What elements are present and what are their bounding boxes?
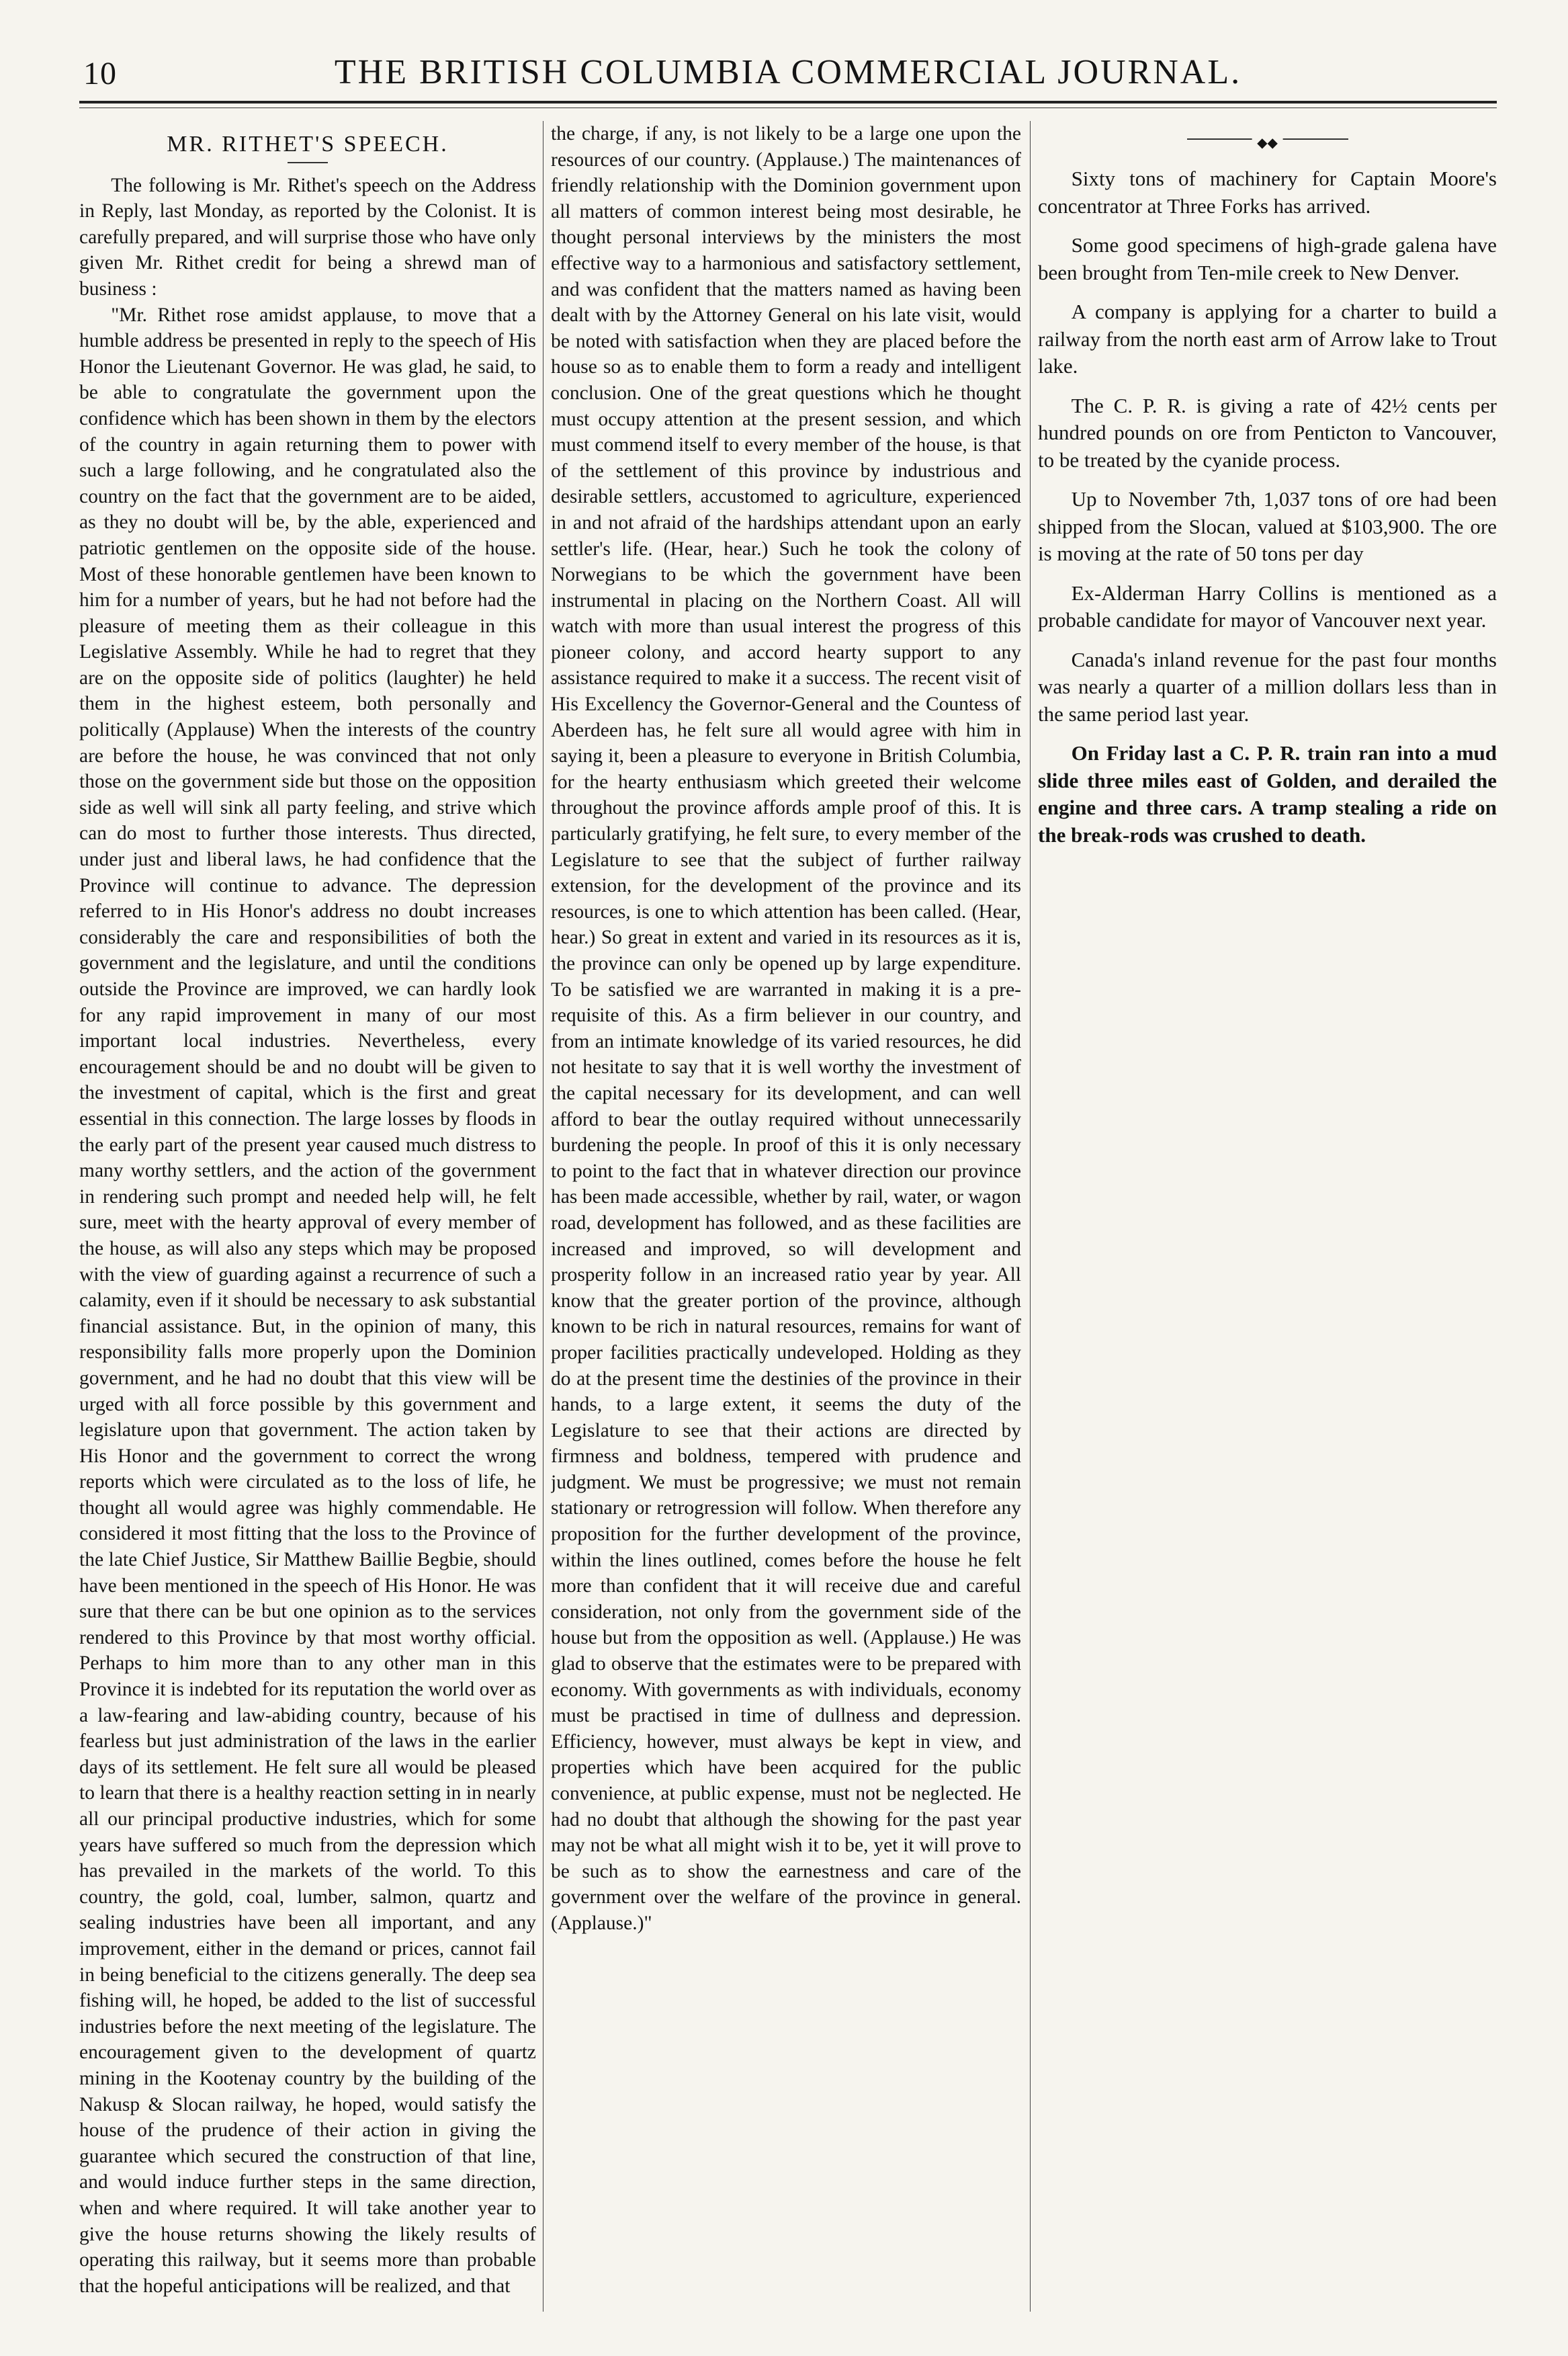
article-title: MR. RITHET'S SPEECH. [167, 132, 449, 157]
news-items [1038, 165, 1497, 849]
article-paragraph-continued: the charge, if any, is not likely to be a large one upon the resources of our country. (Applause.) The maintenances of friendly relationship with the Dominion government upon all matters of common interest being most desirable, he thought personal interviews by the ministers the most effective way to a harmonious and satisfactory settlement, and was confident that the matters named as having been dealt with by the Attorney General on his late visit, would be noted with satisfaction when they are placed before the house so as to enable them to form a ready and intelligent conclusion. One of the great questions which he thought must occupy attention at the present session, and which must commend itself to every member of the house, is that of the settlement of this province by industrious and desirable settlers, accustomed to agriculture, experienced in and not afraid of the hardships attendant upon an early settler's life. (Hear, hear.) Such he took the colony of Norwegians to be which the government have been instrumental in placing on the Northern Coast. All will watch with more than usual interest the progress of this pioneer colony, and accord hearty support to any assistance required to make it a success. The recent visit of His Excellency the Governor-General and the Countess of Aberdeen has, he felt sure all would agree with him in saying it, been a pleasure to everyone in British Columbia, for the hearty enthusiasm which greeted their welcome throughout the province affords ample proof of this. It is particularly gratifying, he felt sure, to every member of the Legislature to see that the subject of further railway extension, for the development of the province and its resources, is one to which attention has been called. (Hear, hear.) So great in extent and varied in its resources as it is, the province can only be opened up by large expenditure. To be satisfied we are warranted in making it is a pre-requisite of this. As a firm believer in our country, and from an intimate knowledge of its varied resources, he did not hesitate to say that it is well worthy the investment of the capital necessary for its development, and can well afford to bear the outlay required without unnecessarily burdening the people. In proof of this it is only necessary to point to the fact that in whatever direction our province has been made accessible, whether by rail, water, or wagon road, development has followed, and as these facilities are increased and improved, so will development and prosperity follow in an increased ratio year by year. All know that the greater portion of the province, although known to be rich in natural resources, remains for want of proper facilities practically undeveloped. Holding as they do at the present time the destinies of the province in their hands, to a large extent, it seems the duty of the Legislature to see that their actions are directed by firmness and boldness, tempered with prudence and judgment. We must be progressive; we must not remain stationary or retrogression will follow. When therefore any proposition for the further development of the province, within the lines outlined, comes before the house he felt more than confident that it will receive due and careful consideration, not only from the government side of the house but from the opposition as well. (Applause.) He was glad to observe that the estimates were to be prepared with economy. With governments as with individuals, economy must be practised in time of dullness and depression. Efficiency, however, must always be kept in view, and properties which have been acquired for the public convenience, at public expense, must not be neglected. He had no doubt that although the showing for the past year may not be what all might wish it to be, yet it will prove to be such as to show the earnestness and care of the government over the welfare of the province in general. (Applause.)" [551, 123, 1021, 1934]
news-item: A company is applying for a charter to build a railway from the north east arm of Arrow lake to Trout lake. [1038, 300, 1497, 378]
column-3 [1038, 121, 1497, 2312]
masthead [79, 52, 1497, 94]
column-divider [1030, 121, 1031, 2312]
article-paragraph: "Mr. Rithet rose amidst applause, to move that a humble address be presented in reply to the speech of His Honor the Lieutenant Governor. He was glad, he said, to be able to congratulate the government upon the confidence which has been shown in them by the electors of the country in again returning them to power with such a large following, and he congratulated also the country on the fact that the government are to be aided, as they no doubt will be, by the able, experienced and patriotic gentlemen on the opposite side of the house. Most of these honorable gentlemen have been known to him for a number of years, but he had not before had the pleasure of meeting them as their colleague in this Legislative Assembly. While he had to regret that they are on the opposite side of politics (laughter) he held them in the highest esteem, both personally and politically (Applause) When the interests of the country are before the house, he was convinced that not only those on the government side but those on the opposition side as well will sink all party feeling, and strive which can do most to further those interests. Thus directed, under just and liberal laws, he had confidence that the Province will continue to advance. The depression referred to in His Honor's address no doubt increases considerably the care and responsibilities of both the government and the legislature, and until the conditions outside the Province are improved, we can hardly look for any rapid improvement in many of our most important local industries. Nevertheless, every encouragement should be and no doubt will be given to the investment of capital, which is the first and great essential in this connection. The large losses by floods in the early part of the present year caused much distress to many worthy settlers, and the action of the government in rendering such prompt and needed help will, he felt sure, meet with the hearty approval of every member of the house, as will also any steps which may be proposed with the view of guarding against a recurrence of such a calamity, even if it should be necessary to ask substantial financial assistance. But, in the opinion of many, this responsibility falls more properly upon the Dominion government, and he had no doubt that this view will be urged with all force possible by this government and legislature upon that government. The action taken by His Honor and the government to correct the wrong reports which were circulated as to the loss of life, he thought all would agree was highly commendable. He considered it most fitting that the loss to the Province of the late Chief Justice, Sir Matthew Baillie Begbie, should have been mentioned in the speech of His Honor. He was sure that there can be but one opinion as to the services rendered to this Province by that most worthy official. Perhaps to him more than to any other man in this Province it is indebted for its reputation the world over as a law-fearing and law-abiding country, because of his fearless but just administration of the laws in the earlier days of its settlement. He felt sure all would be pleased to learn that there is a healthy reaction setting in in nearly all our principal productive industries, which for some years have suffered so much from the depression which has prevailed in the markets of the world. To this country, the gold, coal, lumber, salmon, quartz and sealing industries have been all important, and any improvement, either in the demand or prices, cannot fail in being beneficial to the citizens generally. The deep sea fishing will, he hoped, be added to the list of successful industries before the next meeting of the legislature. The encouragement given to the development of quartz mining in the Kootenay country by the building of the Nakusp & Slocan railway, he hoped, would satisfy the house of the prudence of their action in giving the guarantee which secured the construction of that line, and would induce further steps in the same direction, when and where required. It will take another year to give the house returns showing the likely results of operating this railway, but it seems more than probable that the hopeful anticipations will be realized, and that [79, 304, 536, 2297]
article-intro: The following is Mr. Rithet's speech on the Address in Reply, last Monday, as reported by the Colonist. It is carefully prepared, and will surprise those who have only given Mr. Rithet credit for being a shrewd man of business : [79, 174, 536, 300]
column-1 [79, 121, 536, 2312]
news-item: Up to November 7th, 1,037 tons of ore had been shipped from the Slocan, valued at $103,900. The ore is moving at the rate of 50 tons per day [1038, 487, 1497, 565]
news-item: Ex-Alderman Harry Collins is mentioned as a probable candidate for mayor of Vancouver next year. [1038, 581, 1497, 632]
ornament-glyph: ◆◆ [1252, 130, 1283, 157]
page-number: 10 [83, 56, 117, 91]
journal-title: THE BRITISH COLUMBIA COMMERCIAL JOURNAL. [334, 53, 1242, 91]
column-2 [551, 121, 1021, 2312]
news-item: Sixty tons of machinery for Captain Moore's concentrator at Three Forks has arrived. [1038, 167, 1497, 218]
news-item: The C. P. R. is giving a rate of 42½ cents per hundred pounds on ore from Penticton to Vancouver, to be treated by the cyanide process. [1038, 393, 1497, 472]
news-item: Some good specimens of high-grade galena have been brought from Ten-mile creek to New Denver. [1038, 233, 1497, 284]
section-ornament [1187, 136, 1348, 151]
title-dash [288, 162, 328, 163]
header-rule [79, 101, 1497, 103]
news-item: Canada's inland revenue for the past four months was nearly a quarter of a million dollars less than in the same period last year. [1038, 647, 1497, 726]
news-item: On Friday last a C. P. R. train ran into a mud slide three miles east of Golden, and derailed the engine and three cars. A tramp stealing a ride on the break-rods was crushed to death. [1038, 741, 1497, 847]
